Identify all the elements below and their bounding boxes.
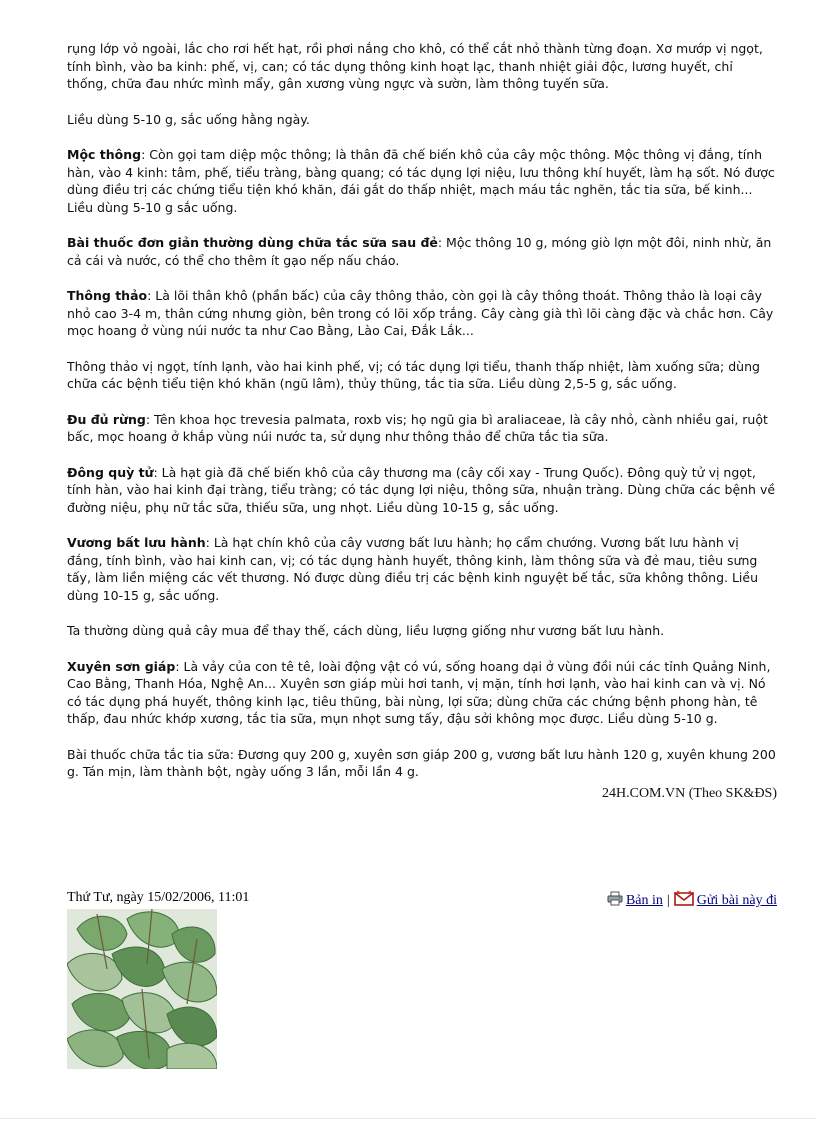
paragraph-remedy-2: Bài thuốc chữa tắc tia sữa: Đương quy 200 g, xuyên sơn giáp 200 g, vương bất lưu hành 120 g, xuyên khung 200 g. Tán mịn, làm thành bột, ngày uống 3 lần, mỗi lần 4 g.	[67, 746, 776, 779]
term-heading: Đu đủ rừng	[67, 411, 146, 427]
paragraph-dong-quy-tu: Đông quỳ tử: Là hạt già đã chế biến khô của cây thương ma (cây cối xay - Trung Quốc). Đông quỳ tử vị ngọt, tính hàn, vào hai kinh đại tràng, tiểu tràng; có tác dụng lợi niệu, thông sữa, nhuận tràng. Dùng chữa các bệnh về đường niệu, phụ nữ tắc sữa, thiếu sữa, ung nhọt. Liều dùng 10-15 g, sắc uống.	[67, 464, 776, 515]
paragraph-thong-thao-2: Thông thảo vị ngọt, tính lạnh, vào hai kinh phế, vị; có tác dụng lợi tiểu, thanh thấp nhiệt, làm xuống sữa; dùng chữa các bệnh tiểu tiện khó khăn (ngũ lâm), thủy thũng, tắc tia sữa. Liều dùng 2,5-5 g, sắc uống.	[67, 358, 760, 391]
paragraph-intro: rụng lớp vỏ ngoài, lắc cho rơi hết hạt, rồi phơi nắng cho khô, có thể cắt nhỏ thành từng đoạn. Xơ mướp vị ngọt, tính bình, vào ba kinh: phế, vị, can; có tác dụng thông kinh hoạt lạc, thanh nhiệt giải độc, lương huyết, chỉ thống, chữa đau nhức mình mẩy, gân xương vùng ngực và sườn, làm thông tuyến sữa.	[67, 41, 763, 91]
envelope-icon	[674, 890, 694, 906]
article-footer	[67, 890, 777, 910]
term-heading: Vương bất lưu hành	[67, 535, 206, 550]
paragraph-dosage: Liều dùng 5-10 g, sắc uống hằng ngày.	[67, 111, 310, 127]
paragraph-thong-thao: Thông thảo: Là lõi thân khô (phần bấc) của cây thông thảo, còn gọi là cây thông thoát. Thông thảo là loại cây nhỏ cao 3-4 m, thân cứng nhưng giòn, bên trong có lõi xốp trắng. Cây càng già thì lõi càng đặc và chắc hơn. Cây mọc hoang ở vùng núi nước ta như Cao Bằng, Lào Cai, Đắk Lắk...	[67, 288, 774, 338]
paragraph-vuong-bat-luu-hanh: Vương bất lưu hành: Là hạt chín khô của cây vương bất lưu hành; họ cẩm chướng. Vương bất lưu hành vị đắng, tính bình, vào hai kinh can, vị; có tác dụng hành huyết, thông kinh, làm thông sữa và đẻ mau, tiêu sưng tấy, làm liền miệng các vết thương. Nó được dùng điều trị các bệnh kinh nguyệt bế tắc, sữa không thông. Liều dùng 10-15 g, sắc uống.	[67, 535, 759, 603]
leaves-photo	[67, 909, 217, 1069]
term-heading: Bài thuốc đơn giản thường dùng chữa tắc sữa sau đẻ	[67, 235, 438, 250]
actions-separator: |	[666, 893, 670, 908]
page-divider	[0, 1118, 816, 1119]
article-actions	[607, 890, 777, 909]
article-source: 24H.COM.VN (Theo SK&ĐS)	[602, 785, 777, 801]
publish-date: Thứ Tư, ngày 15/02/2006, 11:01	[67, 890, 250, 905]
paragraph-xuyen-son-giap: Xuyên sơn giáp: Là vảy của con tê tê, loài động vật có vú, sống hoang dại ở vùng đồi núi các tỉnh Quảng Ninh, Cao Bằng, Thanh Hóa, Nghệ An... Xuyên sơn giáp mùi hơi tanh, vị mặn, tính hơi lạnh, vào hai kinh can và vị. Nó có tác dụng phá huyết, thông kinh lạc, tiêu thũng, bài nùng, lợi sữa; dùng chữa các chứng bệnh phong hàn, tê thấp, đau nhức khớp xương, tắc tia sữa, mụn nhọt sưng tấy, đậu sởi không mọc được. Liều dùng 5-10 g.	[67, 658, 771, 726]
print-link[interactable]: Bản in	[625, 893, 663, 908]
term-heading: Xuyên sơn giáp	[67, 658, 176, 674]
term-heading: Đông quỳ tử	[67, 464, 154, 480]
paragraph-du-du-rung: Đu đủ rừng: Tên khoa học trevesia palmata, roxb vis; họ ngũ gia bì araliaceae, là cây nhỏ, cành nhiều gai, ruột bấc, mọc hoang ở khắp vùng núi nước ta, sử dụng như thông thảo để chữa tắc tia sữa.	[67, 411, 768, 444]
printer-icon	[607, 891, 623, 906]
send-article-link[interactable]: Gửi bài này đi	[696, 893, 777, 908]
term-heading: Mộc thông	[67, 147, 142, 162]
term-heading: Thông thảo	[67, 288, 148, 303]
paragraph-substitute: Ta thường dùng quả cây mua để thay thế, cách dùng, liều lượng giống như vương bất lưu hành.	[67, 623, 665, 638]
leaves-illustration	[67, 909, 217, 1069]
paragraph-remedy-1: Bài thuốc đơn giản thường dùng chữa tắc sữa sau đẻ: Mộc thông 10 g, móng giò lợn một đôi, ninh nhừ, ăn cả cái và nước, có thể cho thêm ít gạo nếp nấu cháo.	[67, 235, 772, 268]
article-body	[67, 40, 777, 802]
paragraph-moc-thong: Mộc thông: Còn gọi tam diệp mộc thông; là thân đã chế biến khô của cây mộc thông. Mộc thông vị đắng, tính hàn, vào 4 kinh: tâm, phế, tiểu tràng, bàng quang; có tác dụng lợi niệu, lưu thông khí huyết, làm hạ sốt. Nó được dùng điều trị các chứng tiểu tiện khó khăn, đái gắt do thấp nhiệt, mạch máu tắc nghẽn, tắc tia sữa, bế kinh... Liều dùng 5-10 g sắc uống.	[67, 147, 775, 215]
